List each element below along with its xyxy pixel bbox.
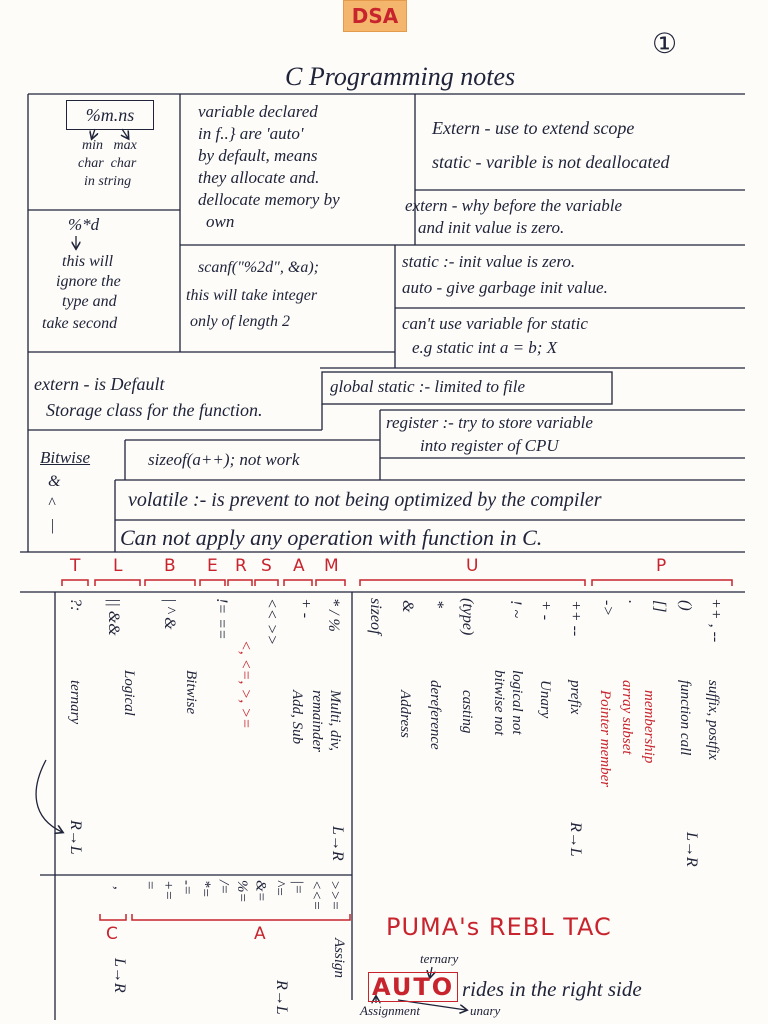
operator-cell: || && <box>105 598 122 636</box>
group-letter: M <box>324 556 339 576</box>
operator-description: logical not bitwise not <box>491 670 525 736</box>
group-bracket <box>100 914 126 920</box>
operator-description: Pointer member <box>597 690 613 788</box>
operator-description: membership <box>641 690 657 764</box>
operator-cell: <, <=, >, >= <box>237 640 254 729</box>
assignment-operator: *= <box>197 880 213 898</box>
operator-cell: (type) <box>459 598 476 636</box>
operator-cell: + - <box>537 600 554 621</box>
extern-init-note: and init value is zero. <box>418 218 565 237</box>
associativity-label: L→R <box>329 826 346 861</box>
skip-spec-line: ignore the <box>56 273 121 290</box>
register-note: register :- try to store variable <box>386 413 593 432</box>
auto-storage-line: they allocate and. <box>198 168 320 187</box>
skip-spec-code: %*d <box>68 215 100 234</box>
group-bracket <box>360 580 585 586</box>
auto-storage-line: own <box>206 212 235 231</box>
operator-cell: ?: <box>67 598 84 612</box>
group-bracket <box>145 580 195 586</box>
group-letter: A <box>293 556 305 576</box>
operator-cell: * <box>429 600 446 608</box>
extern-default-note: Storage class for the function. <box>46 400 263 420</box>
auto-mnemonic: AUTO <box>368 972 458 1002</box>
assignment-operator: %= <box>234 880 250 903</box>
operator-description: ternary <box>67 680 83 725</box>
operator-cell: . <box>625 600 642 604</box>
auto-garbage-note: auto - give garbage init value. <box>402 278 608 297</box>
page-number: ① <box>652 27 678 60</box>
auto-storage-line: by default, means <box>198 146 318 165</box>
group-letter: A <box>254 924 266 944</box>
operator-description: dereference <box>427 680 443 750</box>
group-bracket <box>592 580 732 586</box>
skip-spec-line: type and <box>62 293 117 310</box>
group-letter: R <box>235 556 247 576</box>
register-note: into register of CPU <box>420 436 559 455</box>
assignment-operator: &= <box>252 880 269 902</box>
assignment-operators <box>140 880 344 910</box>
operator-cell: << >> <box>263 598 280 646</box>
assignment-operator: >>= <box>326 880 343 911</box>
extern-init-note: extern - why before the variable <box>405 196 622 215</box>
operator-description: Add, Sub <box>289 690 305 745</box>
group-letter: B <box>164 556 176 576</box>
unary-hint: unary <box>470 1003 501 1018</box>
operator-cell: != == <box>213 598 230 640</box>
operator-cell: | ^ & <box>161 598 178 630</box>
group-letter: S <box>261 556 272 576</box>
static-dealloc-note: static - varible is not deallocated <box>432 152 670 172</box>
associativity-label: L→R <box>111 958 128 993</box>
static-init-note: static :- init value is zero. <box>402 252 576 271</box>
associativity-label: L→R <box>683 832 700 867</box>
extern-default-note: extern - is Default <box>34 374 165 394</box>
global-static-note: global static :- limited to file <box>330 377 526 396</box>
operator-cell: & <box>399 600 416 613</box>
ternary-hint: ternary <box>420 951 459 966</box>
associativity-label: R→L <box>567 822 584 857</box>
operator-description: Logical <box>121 670 137 716</box>
assignment-operator: |= <box>289 880 306 895</box>
assignment-operator: += <box>160 880 176 901</box>
comma-operator: , <box>111 886 127 890</box>
auto-mnemonic-rest: rides in the right side <box>462 977 642 1001</box>
operator-cell: sizeof <box>367 598 384 635</box>
format-spec-label: min max <box>82 138 137 153</box>
group-bracket <box>62 580 88 586</box>
associativity-arrow <box>36 760 62 832</box>
operator-description: prefix <box>567 680 583 715</box>
auto-storage-line: dellocate memory by <box>198 190 340 209</box>
group-bracket <box>132 914 350 920</box>
assignment-operator: = <box>141 880 158 891</box>
assignment-operator: /= <box>215 880 232 895</box>
scanf-note: this will take integer <box>186 287 318 304</box>
group-bracket <box>316 580 345 586</box>
auto-storage-line: in f..} are 'auto' <box>198 124 304 143</box>
auto-storage-line: variable declared <box>198 102 318 121</box>
group-bracket <box>200 580 225 586</box>
group-letter: E <box>207 556 218 576</box>
operator-description: suffix, postfix <box>705 680 721 760</box>
operator-description: Unary <box>537 680 553 719</box>
scanf-note: only of length 2 <box>190 313 290 330</box>
operator-cell: () <box>677 600 694 611</box>
format-spec-label: char char <box>78 156 137 171</box>
skip-spec-line: this will <box>62 253 114 270</box>
assignment-hint: Assignment <box>360 1003 420 1018</box>
operator-description: casting <box>459 690 475 734</box>
bitwise-op: | <box>50 517 55 534</box>
function-note: Can not apply any operation with function in C. <box>120 525 543 550</box>
operator-cell: ! ~ <box>507 600 524 618</box>
associativity-label: R→L <box>273 980 290 1015</box>
bitwise-op: ^ <box>48 495 55 512</box>
associativity-label: R→L <box>67 820 84 855</box>
group-bracket <box>95 580 140 586</box>
group-bracket <box>284 580 312 586</box>
group-letter: P <box>656 556 667 576</box>
operator-cell: ++ , -- <box>707 598 724 643</box>
operator-description: Address <box>397 690 413 738</box>
group-letter: L <box>113 556 123 576</box>
page-title: C Programming notes <box>285 62 516 91</box>
operator-cell: ++ -- <box>567 600 584 637</box>
group-letter: U <box>466 556 479 576</box>
assignment-operator: ^= <box>271 880 287 897</box>
static-restrict-note: can't use variable for static <box>402 314 588 333</box>
scanf-example: scanf("%2d", &a); <box>198 259 319 276</box>
bitwise-title: Bitwise <box>40 448 91 467</box>
operator-description: function call <box>677 680 693 756</box>
group-bracket <box>228 580 252 586</box>
operator-description: Multi, div, remainder <box>309 690 343 752</box>
operator-cell: [] <box>651 600 668 613</box>
precedence-mnemonic: PUMA's REBL TAC <box>386 913 612 941</box>
static-restrict-note: e.g static int a = b; X <box>412 338 558 357</box>
group-letter: C <box>106 924 118 944</box>
operator-cell: -> <box>599 600 616 617</box>
operator-cell: + - <box>297 598 314 619</box>
group-letter: T <box>70 556 81 576</box>
operator-description: array subset <box>619 680 635 755</box>
operator-description: Bitwise <box>183 670 199 715</box>
volatile-note: volatile :- is prevent to not being optimized by the compiler <box>128 489 602 511</box>
assign-label: Assign <box>331 938 347 979</box>
group-bracket <box>255 580 278 586</box>
format-spec-label: in string <box>84 174 132 189</box>
bitwise-op: & <box>48 473 61 490</box>
assignment-operator: -= <box>178 880 195 896</box>
subject-tag: DSA <box>343 0 407 32</box>
operator-cell: * / % <box>325 598 342 632</box>
skip-spec-line: take second <box>42 315 118 332</box>
assignment-operator: <<= <box>308 880 324 911</box>
sizeof-note: sizeof(a++); not work <box>148 450 300 469</box>
extern-scope-note: Extern - use to extend scope <box>432 118 635 138</box>
format-spec-code: %m.ns <box>66 100 154 130</box>
